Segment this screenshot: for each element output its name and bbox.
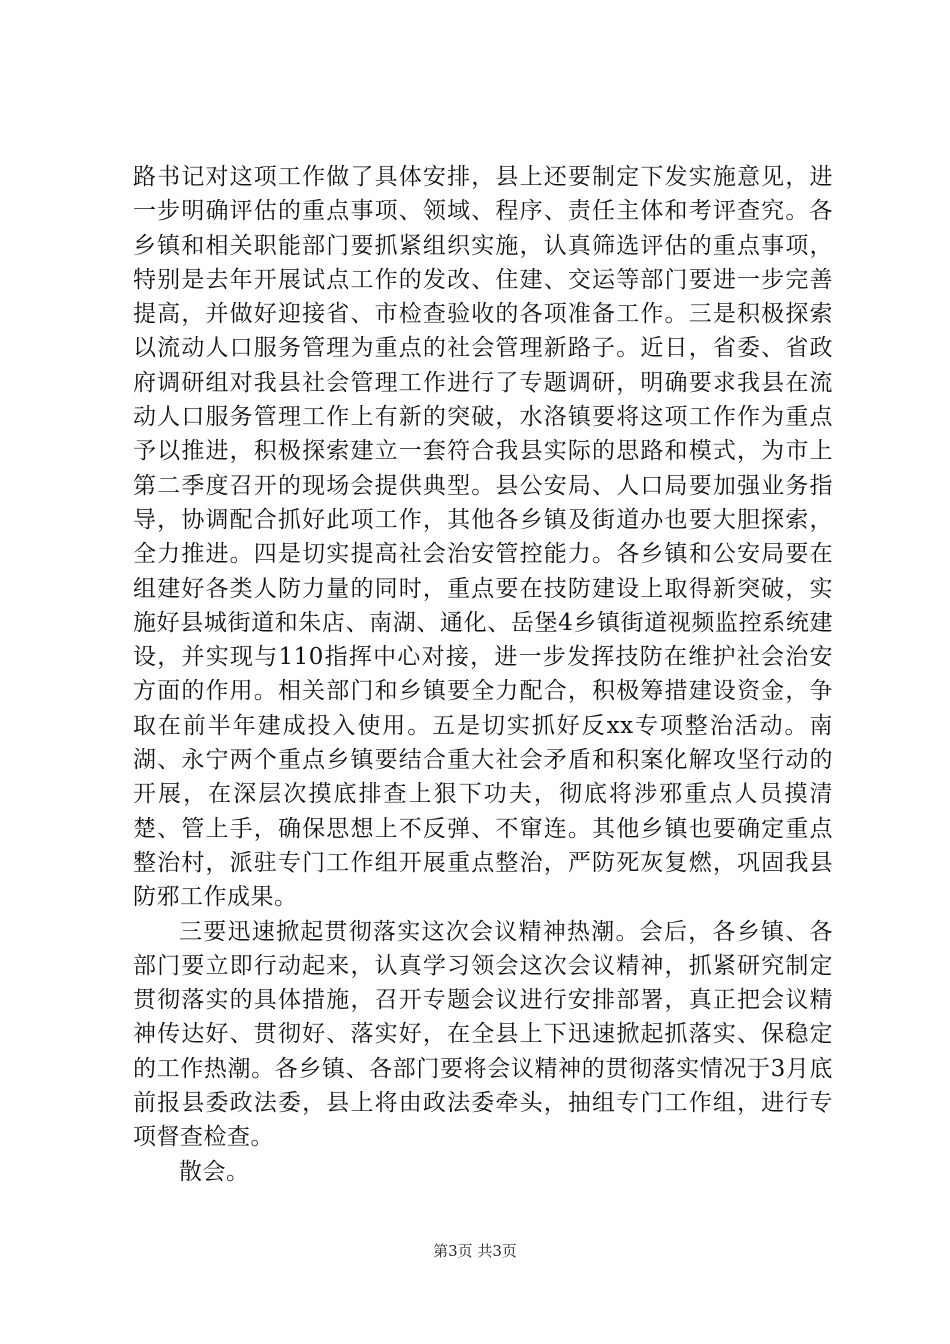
paragraph-closing: 散会。 <box>179 1158 250 1185</box>
page-footer: 第3页 共3页 <box>433 1242 517 1260</box>
paragraph-third-requirement: 三要迅速掀起贯彻落实这次会议精神热潮。会后，各乡镇、各部门要立即行动起来，认真学习领会这次会议精神，抓紧研究制定贯彻落实的具体措施，召开专题会议进行安排部署，真正把会议精神传达好、贯彻好、落实好，在全县上下迅速掀起抓落实、保稳定的工作热潮。各乡镇、各部门要将会议精神的贯彻落实情况于3月底前报县委政法委，县上将由政法委牵头，抽组专门工作组，进行专项督查检查。 <box>133 918 833 1151</box>
paragraph-continued: 路书记对这项工作做了具体安排，县上还要制定下发实施意见，进一步明确评估的重点事项、领域、程序、责任主体和考评查究。各乡镇和相关职能部门要抓紧组织实施，认真筛选评估的重点事项，特别是去年开展试点工作的发改、住建、交运等部门要进一步完善提高，并做好迎接省、市检查验收的各项准备工作。三是积极探索以流动人口服务管理为重点的社会管理新路子。近日，省委、省政府调研组对我县社会管理工作进行了专题调研，明确要求我县在流动人口服务管理工作上有新的突破，水洛镇要将这项工作作为重点予以推进，积极探索建立一套符合我县实际的思路和模式，为市上第二季度召开的现场会提供典型。县公安局、人口局要加强业务指导，协调配合抓好此项工作，其他各乡镇及街道办也要大胆探索，全力推进。四是切实提高社会治安管控能力。各乡镇和公安局要在组建好各类人防力量的同时，重点要在技防建设上取得新突破，实施好县城街道和朱店、南湖、通化、岳堡4乡镇街道视频监控系统建设，并实现与110指挥中心对接，进一步发挥技防在维护社会治安方面的作用。相关部门和乡镇要全力配合，积极筹措建设资金，争取在前半年建成投入使用。五是切实抓好反xx专项整治活动。南湖、永宁两个重点乡镇要结合重大社会矛盾和积案化解攻坚行动的开展，在深层次摸底排查上狠下功夫，彻底将涉邪重点人员摸清楚、管上手，确保思想上不反弹、不窜连。其他乡镇也要确定重点整治村，派驻专门工作组开展重点整治，严防死灰复燃，巩固我县防邪工作成果。 <box>133 164 833 911</box>
document-body <box>133 160 833 1189</box>
